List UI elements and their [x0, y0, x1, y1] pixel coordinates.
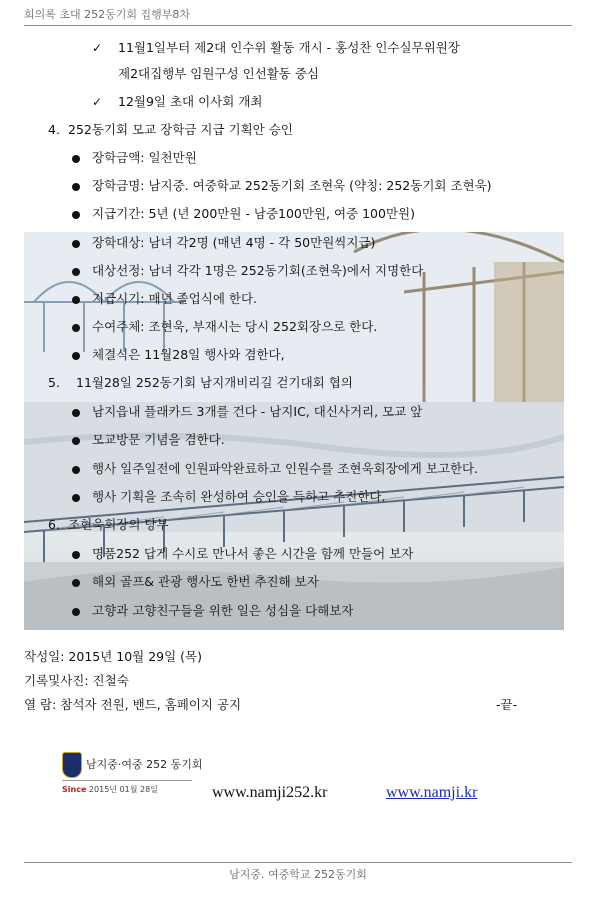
footer-divider: [24, 862, 572, 863]
section-title: 252동기회 모교 장학금 지급 기획안 승인: [68, 122, 293, 137]
list-item: 행사 기획을 조속히 완성하여 승인을 득하고 추진한다.: [92, 489, 386, 504]
list-item: 장학금명: 남지중. 여중학교 252동기회 조현욱 (약칭: 252동기회 조현욱): [92, 178, 492, 193]
list-item: 남지읍내 플래카드 3개를 건다 - 남지IC, 대신사거리, 모교 앞: [92, 404, 423, 419]
logo-divider: [62, 780, 192, 781]
list-item: 고향과 고향친구들을 위한 일은 성심을 다해보자: [92, 603, 354, 618]
list-item: 장학금액: 일천만원: [92, 150, 197, 165]
recorder: 기록및사진: 진철숙: [24, 673, 129, 688]
list-item: 지급시기: 매년 졸업식에 한다.: [92, 291, 258, 306]
bullet-icon: [72, 211, 80, 219]
document-footer: 남지중. 여중학교 252동기회: [229, 868, 367, 881]
bullet-icon: [72, 296, 80, 304]
bullet-icon: [72, 240, 80, 248]
list-item: 장학대상: 남녀 각2명 (매년 4명 - 각 50만원씩지급): [92, 235, 376, 250]
distribution: 열 람: 참석자 전원, 밴드, 홈페이지 공지: [24, 697, 242, 712]
list-item: 명품252 답게 수시로 만나서 좋은 시간을 함께 만들어 보자: [92, 546, 414, 561]
logo-since: [62, 784, 158, 795]
check-icon: ✓: [92, 95, 103, 109]
bullet-icon: [72, 183, 80, 191]
bullet-icon: [72, 551, 80, 559]
bullet-icon: [72, 324, 80, 332]
check-item-text: 12월9일 초대 이사회 개최: [118, 94, 263, 109]
list-item: 해외 골프& 관광 행사도 한번 추진해 보자: [92, 574, 319, 589]
emblem-icon: [62, 752, 82, 778]
since-label: Since: [62, 785, 87, 794]
logo-name: 남지중·여중 252 동기회: [86, 758, 203, 771]
bullet-icon: [72, 268, 80, 276]
website-link-namji252[interactable]: www.namji252.kr: [212, 784, 328, 801]
bullet-icon: [72, 579, 80, 587]
bullet-icon: [72, 352, 80, 360]
end-mark: -끝-: [496, 697, 518, 712]
section-title: 11월28일 252동기회 남지개비리길 걷기대회 협의: [76, 375, 353, 390]
list-item: 대상선정: 남녀 각각 1명은 252동기회(조현욱)에서 지명한다: [92, 263, 424, 278]
bullet-icon: [72, 155, 80, 163]
bullet-icon: [72, 437, 80, 445]
bullet-icon: [72, 409, 80, 417]
association-logo: [62, 752, 202, 798]
list-item: 지급기간: 5년 (년 200만원 - 남중100만원, 여중 100만원): [92, 206, 415, 221]
section-number: 4.: [48, 122, 60, 137]
bullet-icon: [72, 608, 80, 616]
check-icon: ✓: [92, 41, 103, 55]
list-item: 행사 일주일전에 인원파악완료하고 인원수를 조현욱회장에게 보고한다.: [92, 461, 479, 476]
bullet-icon: [72, 494, 80, 502]
section-number: 5.: [48, 375, 60, 390]
list-item: 모교방문 기념을 겸한다.: [92, 432, 225, 447]
header-title: 회의록 초대 252동기회 집행부8차: [24, 8, 190, 21]
section-title: 조현욱회장의 당부: [68, 517, 169, 532]
website-link-namji[interactable]: www.namji.kr: [386, 784, 478, 801]
bullet-icon: [72, 466, 80, 474]
section-number: 6.: [48, 517, 60, 532]
list-item: 체결식은 11월28일 행사와 겸한다,: [92, 347, 285, 362]
since-date: 2015년 01월 28일: [88, 785, 158, 794]
list-item: 수여주체: 조현욱, 부재시는 당시 252회장으로 한다.: [92, 319, 378, 334]
written-date: 작성일: 2015년 10월 29일 (목): [24, 649, 203, 664]
check-item-text: 11월1일부터 제2대 인수위 활동 개시 - 홍성찬 인수실무위원장: [118, 40, 460, 55]
check-item-continued: 제2대집행부 임원구성 인선활동 중심: [118, 66, 319, 81]
